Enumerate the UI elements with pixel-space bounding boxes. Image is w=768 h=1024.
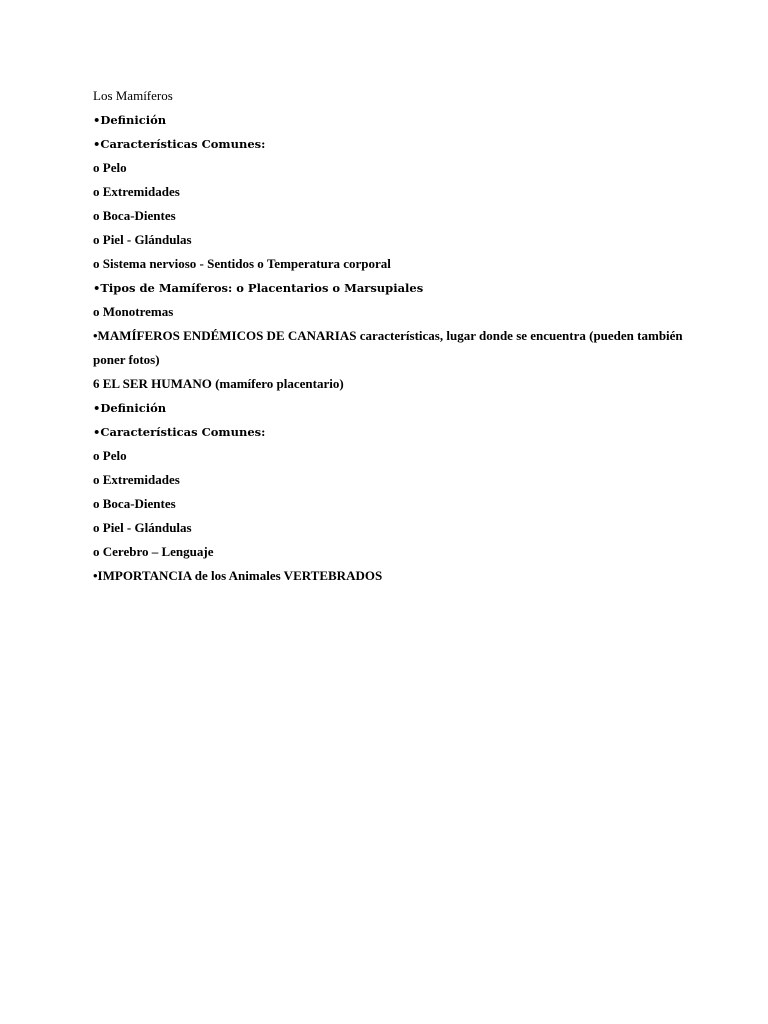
sub-item-boca-dientes-2: o Boca-Dientes — [93, 496, 176, 511]
section-item-definicion-2: •Definición — [93, 401, 167, 415]
section-item-definicion: •Definición — [93, 113, 167, 127]
sub-item-boca-dientes: o Boca-Dientes — [93, 208, 176, 223]
section-item-caracteristicas-2: •Características Comunes: — [93, 425, 266, 439]
sub-item-extremidades-2: o Extremidades — [93, 472, 180, 487]
section-heading-ser-humano: 6 EL SER HUMANO (mamífero placentario) — [93, 376, 344, 391]
section-item-tipos: •Tipos de Mamíferos: o Placentarios o Marsupiales — [93, 281, 424, 295]
sub-item-pelo-2: o Pelo — [93, 448, 127, 463]
sub-item-extremidades: o Extremidades — [93, 184, 180, 199]
sub-item-piel-glandulas-2: o Piel - Glándulas — [93, 520, 192, 535]
sub-item-cerebro-lenguaje: o Cerebro – Lenguaje — [93, 544, 214, 559]
section-item-caracteristicas: •Características Comunes: — [93, 137, 266, 151]
sub-item-pelo: o Pelo — [93, 160, 127, 175]
sub-item-monotremas: o Monotremas — [93, 304, 174, 319]
section-item-importancia: •IMPORTANCIA de los Animales VERTEBRADOS — [93, 568, 383, 583]
document-page — [93, 84, 693, 588]
document-title: Los Mamíferos — [93, 88, 173, 103]
sub-item-piel-glandulas: o Piel - Glándulas — [93, 232, 192, 247]
sub-item-sistema-nervioso: o Sistema nervioso - Sentidos o Temperatura corporal — [93, 256, 391, 271]
section-item-endemicos: •MAMÍFEROS ENDÉMICOS DE CANARIAS características, lugar donde se encuentra (pueden también poner fotos) — [93, 328, 683, 367]
